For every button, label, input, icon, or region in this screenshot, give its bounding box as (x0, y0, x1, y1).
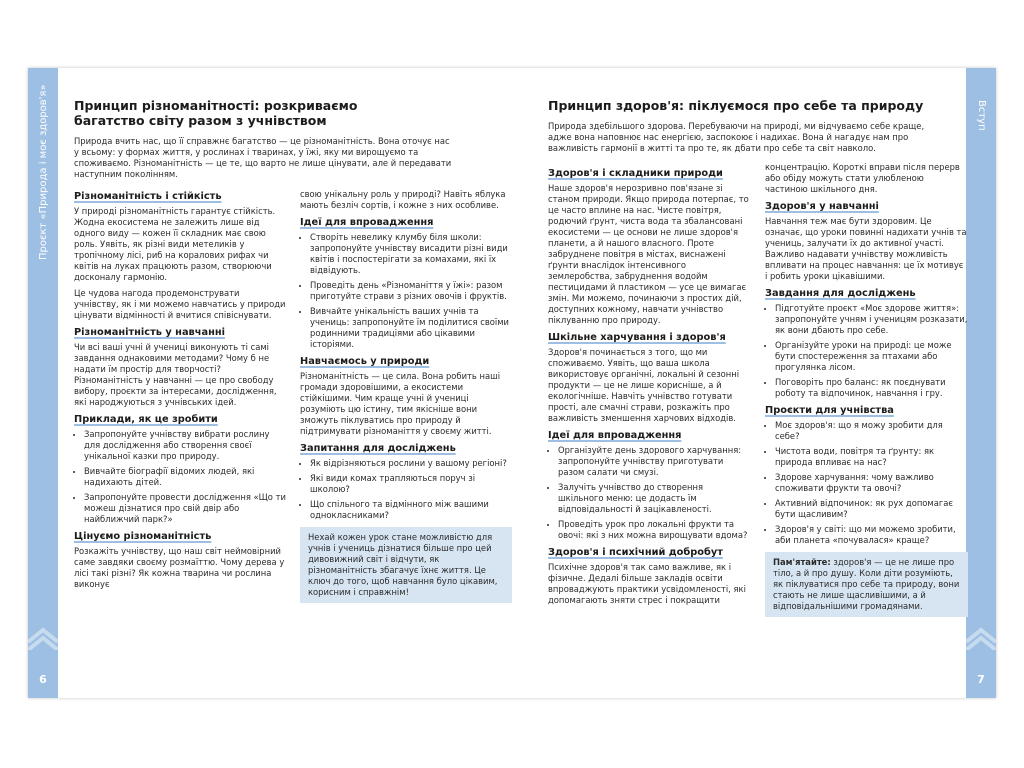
intro-paragraph: Природа здебільшого здорова. Перебуваючи на природі, ми відчуваємо себе краще, адже вона наповнює нас енергією, заспокоює і надихає. Вона й нагадує нам про важливість гармонії в житті та про те, як дбати про себе та світ навколо. (548, 121, 925, 153)
list-item: • Створіть невелику клумбу біля школи: запропонуйте учнівству висадити різні види квітів і поспостерігати за комахами, які їх відвідують. (310, 232, 512, 276)
paragraph: свою унікальну роль у природі? Навіть яблука мають безліч сортів, і кожне з них особливе. (300, 189, 506, 210)
left-sidebar (28, 68, 58, 698)
list-item: • Залучіть учнівство до створення шкільного меню: це додасть їм відповідальності й зацікавленості. (558, 482, 751, 515)
section-heading: Навчаємось у природи (300, 356, 430, 367)
left-sidebar-label: Проєкт «Природа і моє здоров'я» (38, 84, 49, 260)
paragraph: концентрацію. Короткі вправи після перерв або обіду можуть стати улюбленою частиною шкільного дня. (765, 162, 960, 194)
list-item: • Здоров'я у світі: що ми можемо зробити, аби планета «почувалася» краще? (775, 524, 968, 546)
paragraph: Навчання теж має бути здоровим. Це означає, що уроки повинні надихати учнів та учениць, залучати їх до активної участі. Важливо надавати учнівству можливість впливати на процес навчання: це їх мотивує і робить уроки цікавішими. (765, 216, 967, 281)
paragraph: Здоров'я починається з того, що ми споживаємо. Уявіть, що ваша школа використовує органічні, локальні й сезонні продукти — це не лише корисніше, а й екологічніше. Навчіть учнівство готувати прості, але смачні страви, розкажіть про важливість зменшення харчових відходів. (548, 347, 740, 423)
box-text: здоров'я — це не лише про тіло, а й про душу. Коли діти розуміють, як піклуватися про себе та природу, вони стають не лише щасливішими, а й відповідальнішими громадянами. (773, 557, 960, 611)
paragraph: Психічне здоров'я так само важливе, як і фізичне. Дедалі більше закладів освіти впроваджують практики усвідомленості, які допомагають зняти стрес і покращити (548, 562, 746, 605)
ideas-list (548, 445, 751, 541)
tasks-list (765, 303, 968, 399)
questions-list (300, 458, 512, 521)
right-column-1 (548, 162, 751, 617)
list-item: • Запропонуйте учнівству вибрати рослину для дослідження або створення своєї унікальної казки про природу. (84, 429, 286, 462)
list-item: • Організуйте день здорового харчування: запропонуйте учнівству приготувати разом салати чи смузі. (558, 445, 751, 478)
list-item: • Що спільного та відмінного між вашими однокласниками? (310, 499, 512, 521)
section-heading: Здоров'я у навчанні (765, 201, 879, 212)
ideas-list (300, 232, 512, 350)
page-title: Принцип здоров'я: піклуємося про себе та природу (548, 98, 924, 113)
paragraph: Різноманітність — це сила. Вона робить наші громади здоровішими, а екосистеми стійкішими. Чим краще учні й учениці розуміють цю істину, тим якісніше вони зможуть піклуватись про природу й підтримувати різноманіття у своєму житті. (300, 371, 501, 436)
paragraph: У природі різноманітність гарантує стійкість. Жодна екосистема не залежить лише від одного виду — кожен її складник має свою роль. Уявіть, як різні види метеликів у тропічному лісі, риб на коралових рифах чи квітів на луках працюють разом, створюючи досконалу гармонію. (74, 206, 276, 282)
page-title: Принцип різноманітності: розкриваємо багатство світу разом з учнівством (74, 98, 358, 128)
section-heading: Ідеї для впровадження (548, 430, 682, 441)
paragraph: Це чудова нагода продемонструвати учнівству, як і ми можемо навчатись у природи цінувати відмінності й вчитися співіснувати. (74, 288, 286, 320)
intro-paragraph: Природа вчить нас, що її справжнє багатство — це різноманітність. Вона оточує нас у всьому: у формах життя, у рослинах і тваринах, у їжі, яку ми вирощуємо та споживаємо. Різноманітність — це те, що варто не лише цінувати, але й передавати наступним поколінням. (74, 136, 452, 179)
box-label: Пам'ятайте: (773, 557, 831, 567)
book-spread (28, 68, 996, 698)
highlight-box: Нехай кожен урок стане можливістю для учнів і учениць дізнатися більше про цей дивовижний світ і відчути, як різноманітність збагачує їхнє життя. Це ключ до того, щоб навчання було цікавим, корисним і справжнім! (300, 527, 512, 603)
right-sidebar (966, 68, 996, 698)
list-item: • Вивчайте унікальність ваших учнів та учениць: запропонуйте їм поділитися своїми родинними традиціями або цікавими історіями. (310, 306, 512, 350)
paragraph: Чи всі ваші учні й учениці виконують ті самі завдання однаковими методами? Чому б не надати їм простір для творчості? Різноманітність у навчанні — це про свободу вибору, проєкти за інтересами, дослідження, які народжуються з учнівських ідей. (74, 342, 277, 407)
projects-list (765, 420, 968, 546)
list-item: • Проведіть день «Різноманіття у їжі»: разом приготуйте страви з різних овочів і фруктів. (310, 280, 512, 302)
examples-list (74, 429, 286, 525)
left-column-2 (300, 185, 512, 603)
section-heading: Запитання для досліджень (300, 443, 456, 454)
section-heading: Різноманітність і стійкість (74, 191, 222, 202)
list-item: • Поговоріть про баланс: як поєднувати роботу та відпочинок, навчання і гру. (775, 377, 968, 399)
list-item: • Проведіть урок про локальні фрукти та овочі: які з них можна вирощувати вдома? (558, 519, 751, 541)
list-item: • Як відрізняються рослини у вашому регіоні? (310, 458, 512, 469)
section-heading: Проєкти для учнівства (765, 405, 894, 416)
right-sidebar-label: Вступ (976, 100, 987, 131)
left-column-1 (74, 185, 286, 603)
section-heading: Здоров'я і складники природи (548, 168, 723, 179)
section-heading: Завдання для досліджень (765, 288, 916, 299)
list-item: • Активний відпочинок: як рух допомагає бути щасливим? (775, 498, 968, 520)
right-column-2 (765, 162, 968, 617)
page-number-left: 6 (39, 673, 47, 686)
section-heading: Здоров'я і психічний добробут (548, 547, 723, 558)
page-number-right: 7 (977, 673, 985, 686)
paragraph: Наше здоров'я нерозривно пов'язане зі станом природи. Якщо природа потерпає, то це часто вплине на нас. Чисте повітря, родючий ґрунт, чиста вода та збалансовані екосистеми — це основи не лише здоров'я планети, а й нашого власного. Проте забруднене повітря в містах, виснажені ґрунти внаслідок інтенсивного землеробства, забруднення водойм пестицидами й пластиком — усе це вимагає змін. Ми можемо, починаючи з простих дій, доступних кожному, навчати учнівство піклуванню про природу. (548, 183, 749, 325)
section-heading: Ідеї для впровадження (300, 217, 434, 228)
left-page (74, 98, 512, 603)
list-item: • Підготуйте проєкт «Моє здорове життя»: запропонуйте учням і ученицям розказати, як вони дбають про себе. (775, 303, 968, 336)
list-item: • Здорове харчування: чому важливо споживати фрукти та овочі? (775, 472, 968, 494)
list-item: • Організуйте уроки на природі: це може бути спостереження за птахами або прогулянка лісом. (775, 340, 968, 373)
section-heading: Цінуємо різноманітність (74, 531, 212, 542)
list-item: • Моє здоров'я: що я можу зробити для себе? (775, 420, 968, 442)
list-item: • Вивчайте біографії відомих людей, які надихають дітей. (84, 466, 286, 488)
highlight-box (765, 552, 968, 617)
chevron-up-icon (966, 620, 996, 650)
list-item: • Які види комах трапляються поруч зі школою? (310, 473, 512, 495)
section-heading: Різноманітність у навчанні (74, 327, 225, 338)
chevron-up-icon (28, 620, 58, 650)
list-item: • Запропонуйте провести дослідження «Що ти можеш дізнатися про свій двір або найближчий парк?» (84, 492, 286, 525)
paragraph: Розкажіть учнівству, що наш світ неймовірний саме завдяки своєму розмаїттю. Чому дерева у лісі такі різні? Як кожна тварина чи рослина виконує (74, 546, 285, 589)
section-heading: Шкільне харчування і здоров'я (548, 332, 726, 343)
section-heading: Приклади, як це зробити (74, 414, 218, 425)
list-item: • Чистота води, повітря та ґрунту: як природа впливає на нас? (775, 446, 968, 468)
right-page (548, 98, 968, 617)
